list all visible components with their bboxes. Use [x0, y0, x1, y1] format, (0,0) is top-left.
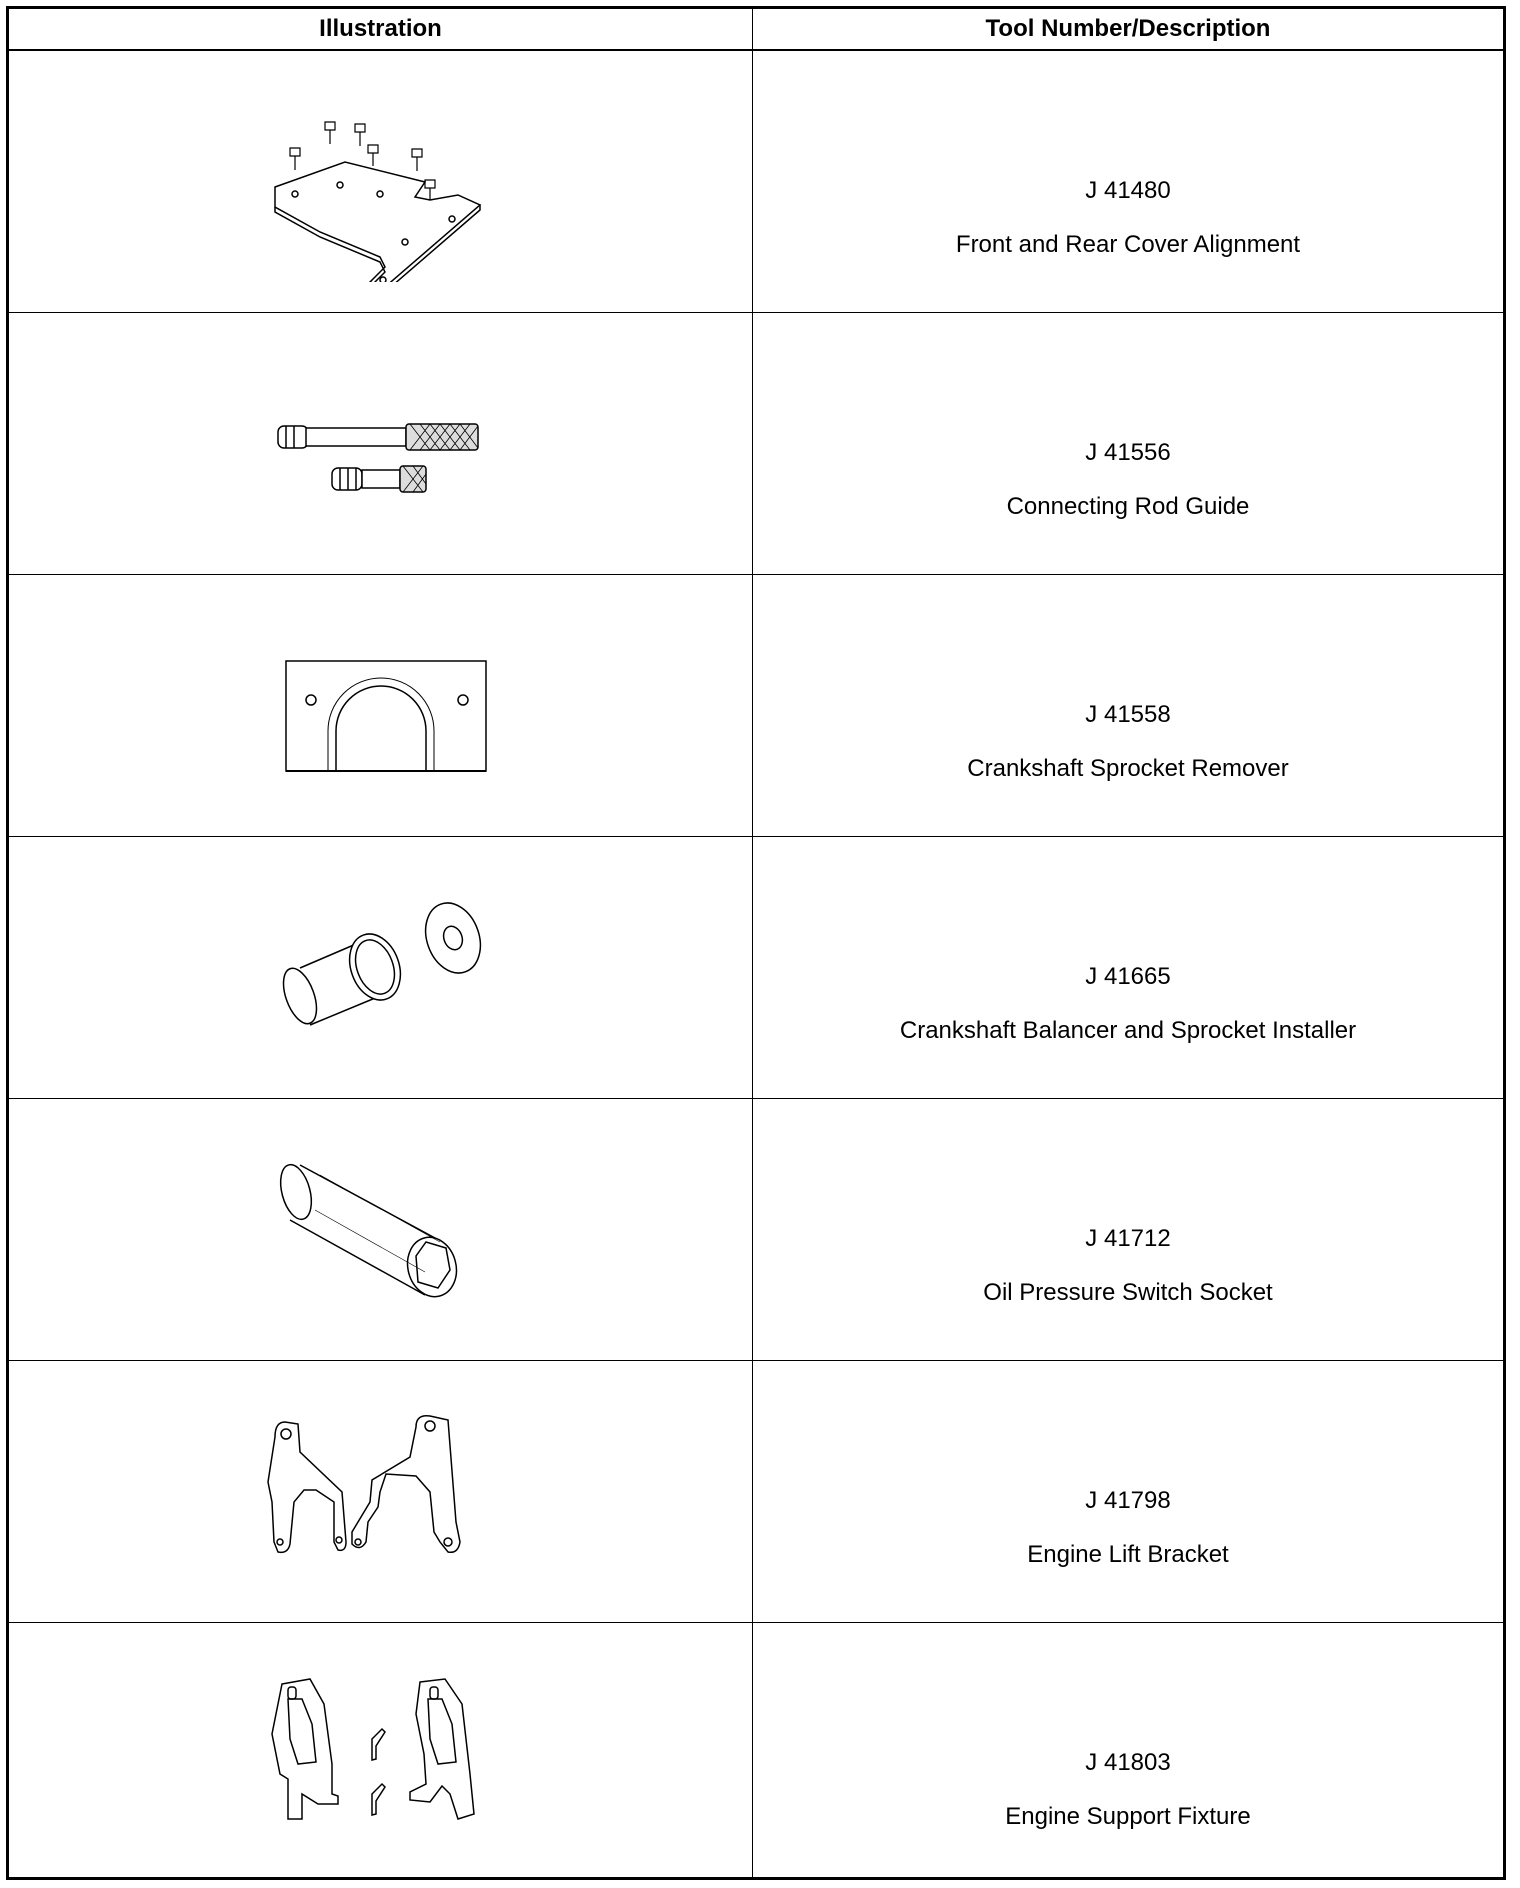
tool-description: Crankshaft Balancer and Sprocket Installer: [899, 1017, 1357, 1044]
lift-bracket-icon: [220, 1392, 540, 1592]
table-row: [9, 837, 1503, 1099]
tool-description: Crankshaft Sprocket Remover: [967, 755, 1289, 782]
tool-cell: [753, 1361, 1503, 1622]
tool-description: Engine Support Fixture: [1005, 1803, 1251, 1830]
tool-number: J 41803: [1085, 1749, 1171, 1776]
tool-number: J 41798: [1085, 1487, 1171, 1514]
tool-number: J 41712: [1085, 1225, 1171, 1252]
table-row: [9, 1623, 1503, 1885]
tool-description: Engine Lift Bracket: [1027, 1541, 1229, 1568]
illustration-cell: [9, 1361, 752, 1622]
rod-guide-icon: [220, 344, 540, 544]
tool-description: Connecting Rod Guide: [1006, 493, 1250, 520]
table-row: [9, 51, 1503, 313]
sprocket-remover-icon: [220, 606, 540, 806]
cover-alignment-plate-icon: [220, 82, 540, 282]
tool-number: J 41558: [1085, 701, 1171, 728]
support-fixture-icon: [220, 1654, 540, 1854]
tool-description: Oil Pressure Switch Socket: [983, 1279, 1273, 1306]
tool-cell: [753, 575, 1503, 836]
tools-table: [6, 6, 1506, 1880]
tool-number: J 41665: [1085, 963, 1171, 990]
table-row: [9, 1099, 1503, 1361]
illustration-cell: [9, 51, 752, 312]
illustration-cell: [9, 313, 752, 574]
tool-description: Front and Rear Cover Alignment: [955, 231, 1301, 258]
table-row: [9, 575, 1503, 837]
illustration-cell: [9, 575, 752, 836]
illustration-cell: [9, 1099, 752, 1360]
balancer-installer-icon: [220, 868, 540, 1068]
table-header: [9, 9, 1503, 51]
header-tool-number-description: Tool Number/Description: [985, 15, 1271, 42]
tool-number: J 41556: [1085, 439, 1171, 466]
tool-cell: [753, 51, 1503, 312]
table-row: [9, 313, 1503, 575]
tool-cell: [753, 837, 1503, 1098]
header-illustration: Illustration: [319, 15, 442, 42]
tool-cell: [753, 1623, 1503, 1885]
tool-number: J 41480: [1085, 177, 1171, 204]
tool-cell: [753, 1099, 1503, 1360]
table-row: [9, 1361, 1503, 1623]
illustration-cell: [9, 1623, 752, 1885]
illustration-cell: [9, 837, 752, 1098]
oil-pressure-socket-icon: [220, 1130, 540, 1330]
tool-cell: [753, 313, 1503, 574]
